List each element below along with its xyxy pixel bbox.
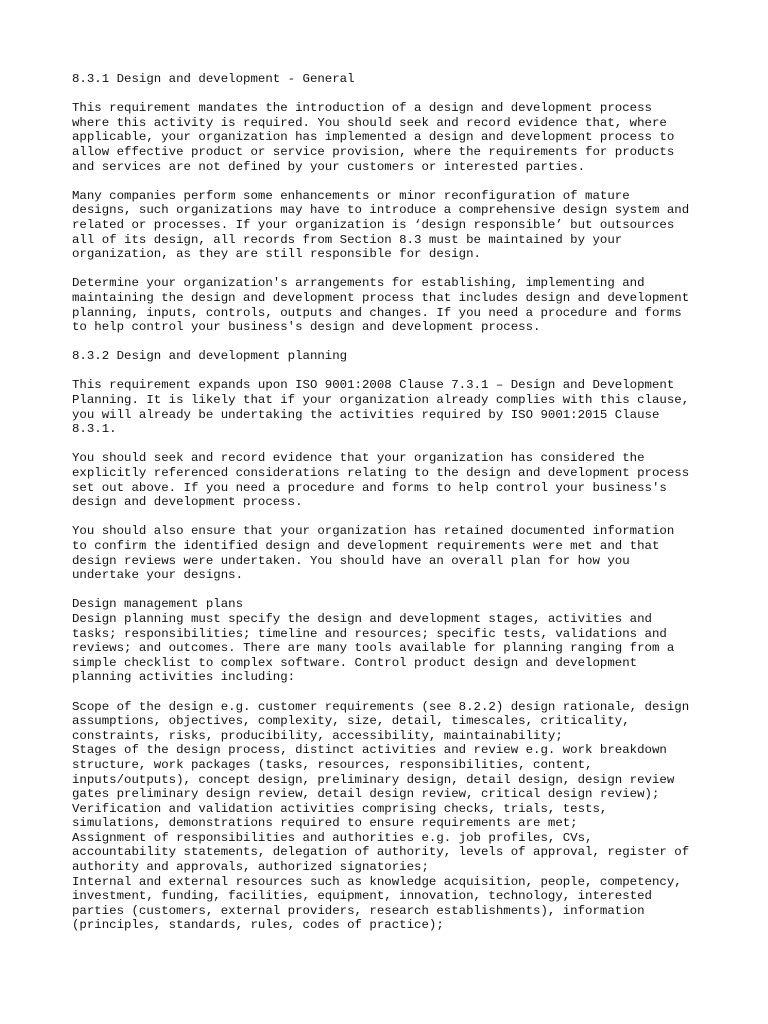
paragraph <box>72 700 712 934</box>
text-line: maintaining the design and development process that includes design and development <box>72 290 690 305</box>
text-line: Planning. It is likely that if your organization already complies with this clause, <box>72 393 690 408</box>
paragraph <box>72 101 712 174</box>
text-line: investment, funding, facilities, equipment, innovation, technology, interested <box>72 889 652 904</box>
text-line: undertake your designs. <box>72 568 244 583</box>
text-line: This requirement mandates the introduction of a design and development process <box>72 101 652 116</box>
paragraph <box>72 597 712 685</box>
text-line: constraints, risks, producibility, accessibility, maintainability; <box>72 728 563 743</box>
text-line: Assignment of responsibilities and authorities e.g. job profiles, CVs, <box>72 830 593 845</box>
text-line: to help control your business's design and development process. <box>72 320 541 335</box>
text-line: simple checklist to complex software. Control product design and development <box>72 655 638 670</box>
text-line: Stages of the design process, distinct activities and review e.g. work breakdown <box>72 743 667 758</box>
text-line: 8.3.2 Design and development planning <box>72 349 348 364</box>
text-line: Design management plans <box>72 597 244 612</box>
text-line: set out above. If you need a procedure and forms to help control your business's <box>72 480 667 495</box>
text-line: organization, as they are still responsible for design. <box>72 247 481 262</box>
text-line: You should seek and record evidence that your organization has considered the <box>72 451 645 466</box>
text-line: related or processes. If your organization is ‘design responsible’ but outsources <box>72 217 675 232</box>
section-heading <box>72 72 712 87</box>
section-heading <box>72 349 712 364</box>
text-line: Many companies perform some enhancements or minor reconfiguration of mature <box>72 188 630 203</box>
text-line: and services are not defined by your customers or interested parties. <box>72 159 586 174</box>
text-line: you will already be undertaking the activities required by ISO 9001:2015 Clause <box>72 407 660 422</box>
text-line: all of its design, all records from Section 8.3 must be maintained by your <box>72 232 623 247</box>
paragraph <box>72 451 712 509</box>
text-line: applicable, your organization has implemented a design and development process to <box>72 130 675 145</box>
text-line: Scope of the design e.g. customer requirements (see 8.2.2) design rationale, design <box>72 699 690 714</box>
paragraph <box>72 189 712 262</box>
text-line: gates preliminary design review, detail design review, critical design review); <box>72 787 660 802</box>
text-line: design and development process. <box>72 495 303 510</box>
text-line: planning, inputs, controls, outputs and changes. If you need a procedure and forms <box>72 305 682 320</box>
text-line: tasks; responsibilities; timeline and resources; specific tests, validations and <box>72 626 667 641</box>
text-line: assumptions, objectives, complexity, size, detail, timescales, criticality, <box>72 714 630 729</box>
text-line: Design planning must specify the design and development stages, activities and <box>72 611 652 626</box>
text-line: structure, work packages (tasks, resources, responsibilities, content, <box>72 757 593 772</box>
text-line: 8.3.1 Design and development - General <box>72 72 355 86</box>
text-line: to confirm the identified design and development requirements were met and that <box>72 539 660 553</box>
text-line: design reviews were undertaken. You should have an overall plan for how you <box>72 553 630 568</box>
paragraph <box>72 524 712 582</box>
text-line: (principles, standards, rules, codes of practice); <box>72 918 444 933</box>
text-line: accountability statements, delegation of authority, levels of approval, register of <box>72 845 690 860</box>
text-line: Determine your organization's arrangements for establishing, implementing and <box>72 276 645 291</box>
text-line: planning activities including: <box>72 670 296 685</box>
text-line: where this activity is required. You should seek and record evidence that, where <box>72 115 667 130</box>
text-line: reviews; and outcomes. There are many tools available for planning ranging from a <box>72 641 675 656</box>
text-line: simulations, demonstrations required to ensure requirements are met; <box>72 816 578 831</box>
text-line: explicitly referenced considerations relating to the design and development process <box>72 466 690 481</box>
text-line: This requirement expands upon ISO 9001:2008 Clause 7.3.1 – Design and Development <box>72 378 675 393</box>
text-line: You should also ensure that your organization has retained documented information <box>72 524 675 539</box>
text-line: parties (customers, external providers, research establishments), information <box>72 903 645 918</box>
paragraph <box>72 378 712 436</box>
text-line: 8.3.1. <box>72 422 117 437</box>
document-page <box>72 72 712 933</box>
text-line: Verification and validation activities comprising checks, trials, tests, <box>72 801 608 816</box>
paragraph <box>72 276 712 334</box>
text-line: inputs/outputs), concept design, preliminary design, detail design, design review <box>72 772 675 787</box>
text-line: authority and approvals, authorized signatories; <box>72 860 429 875</box>
text-line: allow effective product or service provision, where the requirements for products <box>72 144 675 159</box>
text-line: Internal and external resources such as knowledge acquisition, people, competency, <box>72 874 682 889</box>
text-line: designs, such organizations may have to introduce a comprehensive design system and <box>72 203 690 218</box>
